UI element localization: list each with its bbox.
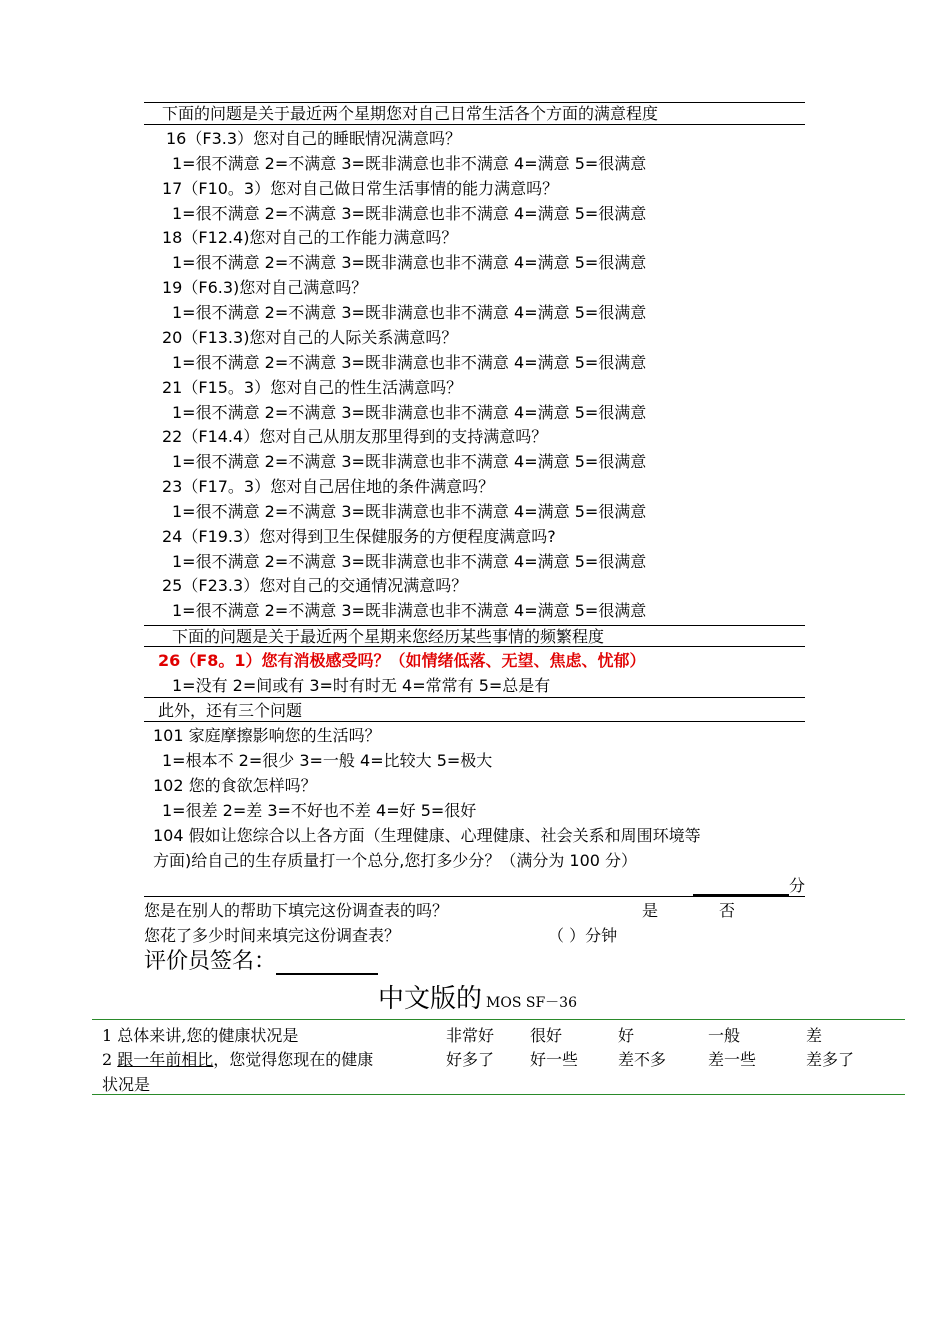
sf36-row2-underlined: 跟一年前相比 <box>117 1050 214 1069</box>
options-16: 1=很不满意 2=不满意 3=既非满意也非不满意 4=满意 5=很满意 <box>172 154 647 173</box>
time-answer-field[interactable]: （ ）分钟 <box>548 926 618 945</box>
question-20: 20（F13.3)您对自己的人际关系满意吗？ <box>162 328 458 347</box>
sf36-table-bottom-rule <box>92 1094 905 1095</box>
section2-bottom-rule <box>144 646 805 647</box>
question-22: 22（F14.4）您对自己从朋友那里得到的支持满意吗？ <box>162 427 548 446</box>
sf36-title-en: MOS SF－36 <box>486 995 577 1011</box>
score-unit: 分 <box>789 876 806 895</box>
options-102: 1=很差 2=差 3=不好也不差 4=好 5=很好 <box>162 801 477 820</box>
question-102: 102 您的食欲怎样吗？ <box>153 776 317 795</box>
help-no-option[interactable]: 否 <box>719 901 736 920</box>
question-101: 101 家庭摩擦影响您的生活吗？ <box>153 726 381 745</box>
question-21: 21（F15。3）您对自己的性生活满意吗？ <box>162 378 463 397</box>
signature-blank[interactable] <box>276 949 378 975</box>
evaluator-label: 评价员签名： <box>144 949 277 974</box>
time-question: 您花了多少时间来填完这份调查表？ <box>144 926 401 945</box>
sf36-row1-option[interactable]: 好 <box>618 1026 635 1045</box>
question-26: 26（F8。1）您有消极感受吗？（如情绪低落、无望、焦虑、忧郁） <box>158 651 646 670</box>
section3-header: 此外，还有三个问题 <box>158 701 303 720</box>
section2-header: 下面的问题是关于最近两个星期来您经历某些事情的频繁程度 <box>172 627 605 646</box>
sf36-row1-question: 1 总体来讲,您的健康状况是 <box>102 1026 299 1045</box>
section3-end-rule <box>144 896 805 897</box>
sf36-table-top-rule <box>92 1019 905 1020</box>
options-23: 1=很不满意 2=不满意 3=既非满意也非不满意 4=满意 5=很满意 <box>172 502 647 521</box>
section1-header: 下面的问题是关于最近两个星期您对自己日常生活各个方面的满意程度 <box>162 104 659 123</box>
sf36-row2-option[interactable]: 好一些 <box>530 1050 579 1069</box>
options-24: 1=很不满意 2=不满意 3=既非满意也非不满意 4=满意 5=很满意 <box>172 552 647 571</box>
sf36-row2-rest: ，您觉得您现在的健康 <box>213 1050 374 1069</box>
options-19: 1=很不满意 2=不满意 3=既非满意也非不满意 4=满意 5=很满意 <box>172 303 647 322</box>
question-19: 19（F6.3)您对自己满意吗？ <box>162 278 368 297</box>
options-18: 1=很不满意 2=不满意 3=既非满意也非不满意 4=满意 5=很满意 <box>172 253 647 272</box>
sf36-row2-option[interactable]: 差多了 <box>806 1050 855 1069</box>
question-18: 18（F12.4)您对自己的工作能力满意吗？ <box>162 228 458 247</box>
options-17: 1=很不满意 2=不满意 3=既非满意也非不满意 4=满意 5=很满意 <box>172 204 647 223</box>
sf36-row1-option[interactable]: 差 <box>806 1026 823 1045</box>
options-101: 1=根本不 2=很少 3=一般 4=比较大 5=极大 <box>162 751 493 770</box>
question-104-line1: 104 假如让您综合以上各方面（生理健康、心理健康、社会关系和周围环境等 <box>153 826 701 845</box>
question-104-line2: 方面)给自己的生存质量打一个总分,您打多少分？（满分为 100 分） <box>153 851 638 870</box>
sf36-row2-prefix: 2 <box>102 1050 118 1069</box>
options-21: 1=很不满意 2=不满意 3=既非满意也非不满意 4=满意 5=很满意 <box>172 403 647 422</box>
evaluator-signature <box>144 944 378 975</box>
options-20: 1=很不满意 2=不满意 3=既非满意也非不满意 4=满意 5=很满意 <box>172 353 647 372</box>
options-22: 1=很不满意 2=不满意 3=既非满意也非不满意 4=满意 5=很满意 <box>172 452 647 471</box>
header-bottom-rule <box>144 124 805 125</box>
section3-bottom-rule <box>144 721 805 722</box>
options-25: 1=很不满意 2=不满意 3=既非满意也非不满意 4=满意 5=很满意 <box>172 601 647 620</box>
help-yes-option[interactable]: 是 <box>642 901 659 920</box>
options-26: 1=没有 2=间或有 3=时有时无 4=常常有 5=总是有 <box>172 676 551 695</box>
sf36-row2-option[interactable]: 差一些 <box>708 1050 757 1069</box>
score-blank[interactable] <box>693 876 789 896</box>
question-23: 23（F17。3）您对自己居住地的条件满意吗？ <box>162 477 495 496</box>
sf36-row2-option[interactable]: 好多了 <box>446 1050 495 1069</box>
sf36-row2-option[interactable]: 差不多 <box>618 1050 667 1069</box>
question-25: 25（F23.3）您对自己的交通情况满意吗？ <box>162 576 468 595</box>
sf36-row1-option[interactable]: 非常好 <box>446 1026 495 1045</box>
question-17: 17（F10。3）您对自己做日常生活事情的能力满意吗？ <box>162 179 559 198</box>
question-16: 16（F3.3）您对自己的睡眠情况满意吗？ <box>166 129 462 148</box>
sf36-row1-option[interactable]: 一般 <box>708 1026 741 1045</box>
sf36-row2-question-line2: 状况是 <box>102 1075 151 1094</box>
sf36-row2-question <box>102 1047 373 1070</box>
sf36-row1-option[interactable]: 很好 <box>530 1026 563 1045</box>
help-question: 您是在别人的帮助下填完这份调查表的吗？ <box>144 901 449 920</box>
sf36-title <box>378 978 577 1015</box>
score-field[interactable] <box>693 873 805 896</box>
sf36-title-cn: 中文版的 <box>378 984 483 1014</box>
question-24: 24（F19.3）您对得到卫生保健服务的方便程度满意吗? <box>162 527 556 546</box>
